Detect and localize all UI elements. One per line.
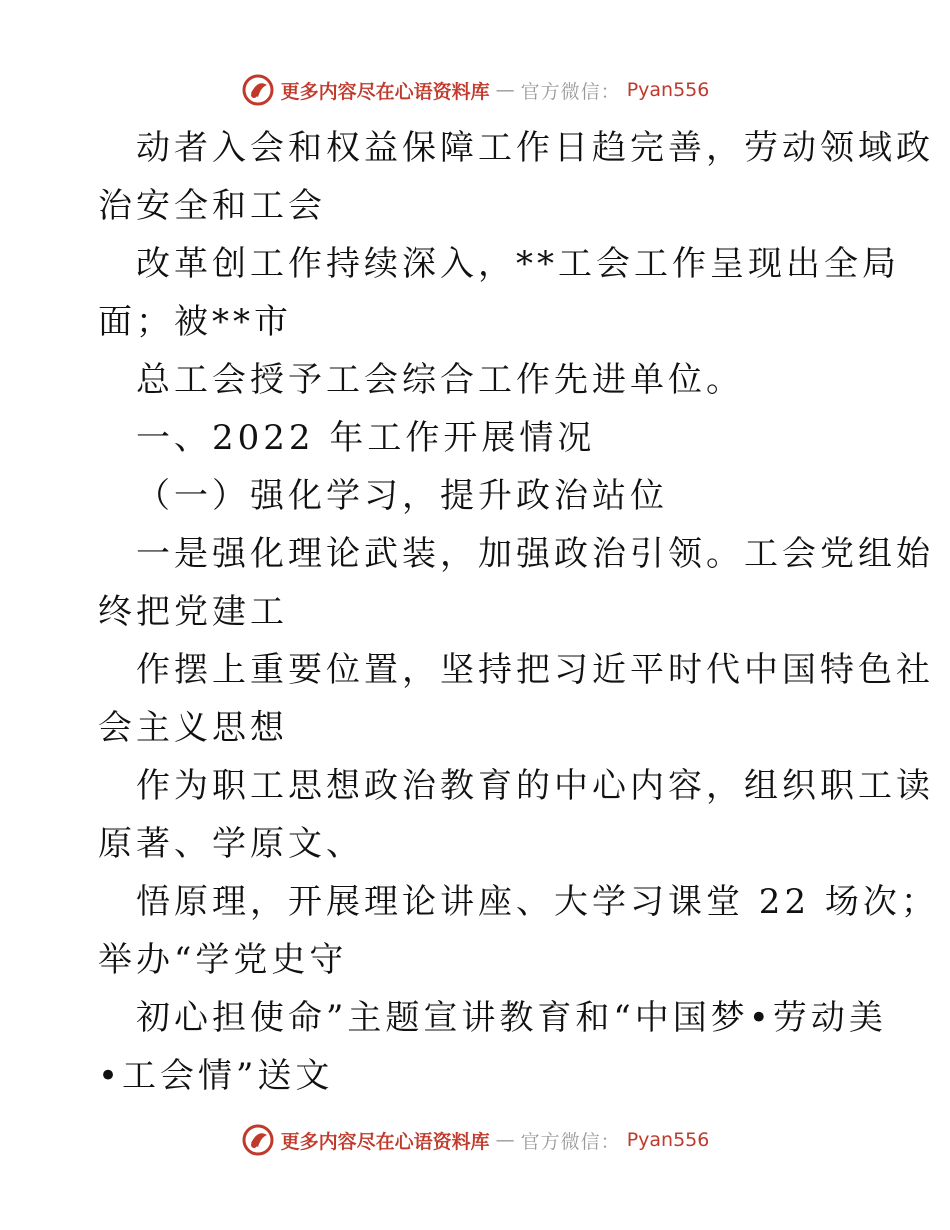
- body-line: •工会情”送文: [98, 1056, 334, 1096]
- body-line: 作为职工思想政治教育的中心内容，组织职工读: [136, 766, 934, 806]
- header-watermark: [0, 70, 950, 110]
- section-heading: 一、2022 年工作开展情况: [136, 418, 596, 458]
- body-line: 动者入会和权益保障工作日趋完善，劳动领域政: [136, 128, 934, 168]
- subsection-heading: （一）强化学习，提升政治站位: [136, 476, 668, 516]
- body-line: 一是强化理论武装，加强政治引领。工会党组始: [136, 534, 934, 574]
- body-line: 悟原理，开展理论讲座、大学习课堂 22 场次；: [136, 882, 939, 922]
- body-line: 终把党建工: [98, 592, 288, 632]
- body-line: 治安全和工会: [98, 186, 326, 226]
- body-line: 改革创工作持续深入，**工会工作呈现出全局: [136, 244, 900, 284]
- body-line: 面；被**市: [98, 302, 292, 342]
- body-line: 总工会授予工会综合工作先进单位。: [136, 360, 744, 400]
- watermark-dash: —: [495, 1129, 515, 1151]
- watermark-handle: Pyan556: [626, 1129, 710, 1151]
- footer-watermark: [0, 1120, 950, 1160]
- logo-icon: [241, 73, 275, 107]
- body-line: 会主义思想: [98, 708, 288, 748]
- watermark-brand: 更多内容尽在心语资料库: [280, 1130, 490, 1153]
- body-line: 初心担使命”主题宣讲教育和“中国梦•劳动美: [136, 998, 887, 1038]
- body-line: 原著、学原文、: [98, 824, 364, 864]
- logo-icon: [241, 1123, 275, 1157]
- watermark-handle: Pyan556: [626, 79, 710, 101]
- watermark-dash: —: [495, 79, 515, 101]
- watermark-brand: 更多内容尽在心语资料库: [280, 80, 490, 103]
- watermark-official: 官方微信：: [520, 80, 621, 103]
- body-line: 举办“学党史守: [98, 940, 348, 980]
- body-line: 作摆上重要位置，坚持把习近平时代中国特色社: [136, 650, 934, 690]
- watermark-official: 官方微信：: [520, 1130, 621, 1153]
